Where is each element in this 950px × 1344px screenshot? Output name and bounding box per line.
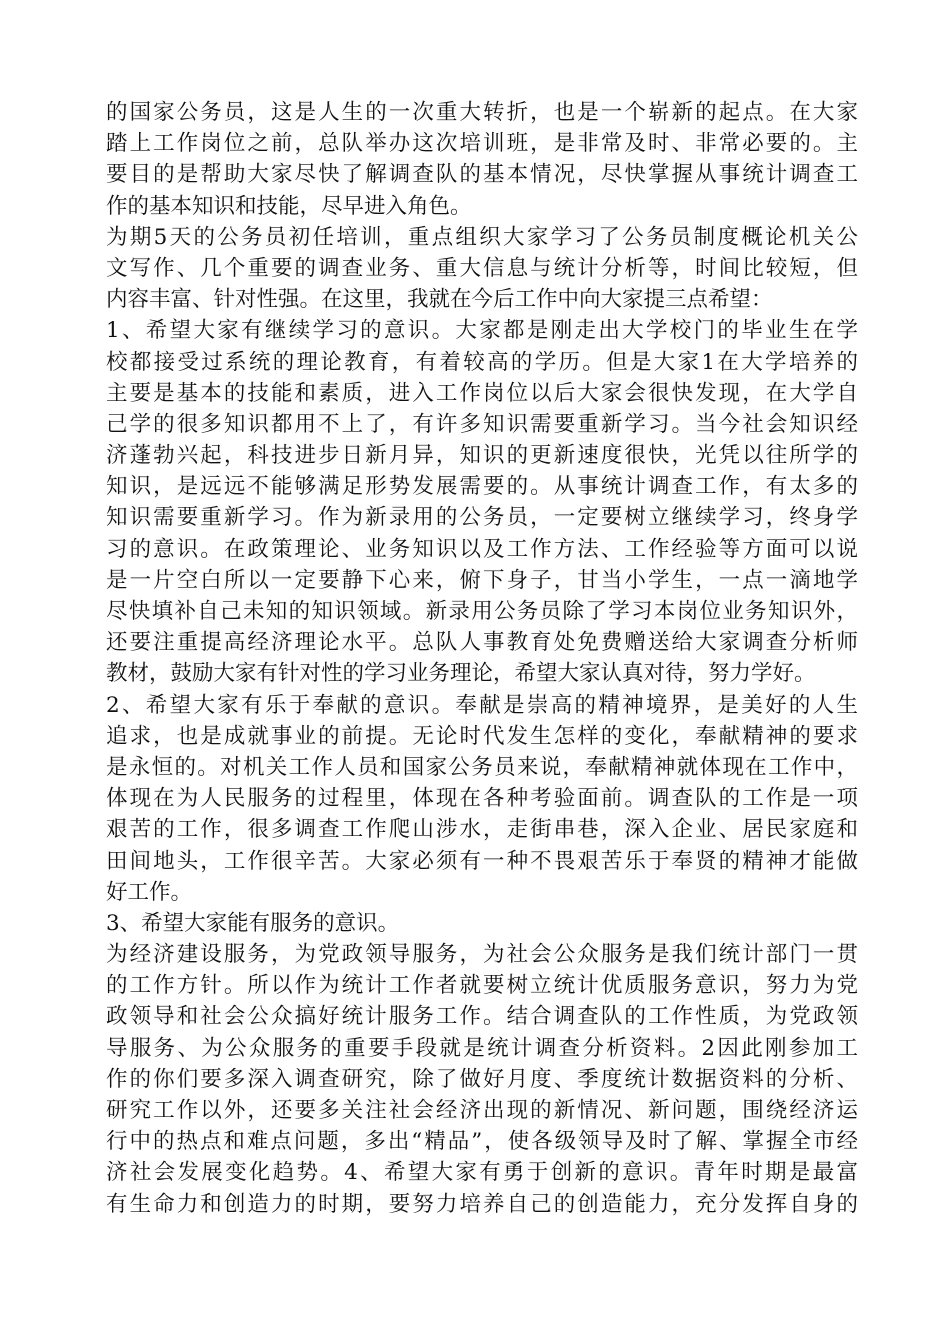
text-line: 追求，也是成就事业的前提。无论时代发生怎样的变化，奉献精神的要求: [106, 723, 858, 749]
text-line: 1、希望大家有继续学习的意识。大家都是刚走出大学校门的毕业生在学: [106, 318, 858, 344]
text-line: 作的你们要多深入调查研究，除了做好月度、季度统计数据资料的分析、: [106, 1066, 858, 1092]
text-line: 3、希望大家能有服务的意识。: [106, 910, 400, 936]
text-line: 还要注重提高经济理论水平。总队人事教育处免费赠送给大家调查分析师: [106, 630, 858, 656]
document-body: [106, 97, 858, 1220]
text-line: 艰苦的工作，很多调查工作爬山涉水，走街串巷，深入企业、居民家庭和: [106, 817, 858, 843]
text-line: 济蓬勃兴起，科技进步日新月异，知识的更新速度很快，光凭以往所学的: [106, 443, 858, 469]
text-line: 踏上工作岗位之前，总队举办这次培训班，是非常及时、非常必要的。主: [106, 131, 858, 157]
text-line: 2、希望大家有乐于奉献的意识。奉献是崇高的精神境界，是美好的人生: [106, 692, 858, 718]
text-line: 好工作。: [106, 879, 193, 905]
text-line: 为期5天的公务员初任培训，重点组织大家学习了公务员制度概论机关公: [106, 224, 858, 250]
text-line: 体现在为人民服务的过程里，体现在各种考验面前。调查队的工作是一项: [106, 786, 858, 812]
text-line: 田间地头，工作很辛苦。大家必须有一种不畏艰苦乐于奉贤的精神才能做: [106, 848, 858, 874]
text-line: 的国家公务员，这是人生的一次重大转折，也是一个崭新的起点。在大家: [106, 100, 858, 125]
text-line: 习的意识。在政策理论、业务知识以及工作方法、工作经验等方面可以说: [106, 536, 858, 562]
text-line: 主要是基本的技能和素质，进入工作岗位以后大家会很快发现，在大学自: [106, 380, 858, 406]
text-line: 内容丰富、针对性强。在这里，我就在今后工作中向大家提三点希望：: [106, 287, 773, 313]
text-line: 知识需要重新学习。作为新录用的公务员，一定要树立继续学习，终身学: [106, 505, 858, 531]
text-line: 是永恒的。对机关工作人员和国家公务员来说，奉献精神就体现在工作中，: [106, 754, 858, 780]
text-line: 己学的很多知识都用不上了，有许多知识需要重新学习。当今社会知识经: [106, 411, 858, 437]
text-line: 政领导和社会公众搞好统计服务工作。结合调查队的工作性质，为党政领: [106, 1004, 858, 1030]
text-line: 要目的是帮助大家尽快了解调查队的基本情况，尽快掌握从事统计调查工: [106, 162, 858, 188]
text-line: 文写作、几个重要的调查业务、重大信息与统计分析等，时间比较短，但: [106, 255, 858, 281]
text-line: 的工作方针。所以作为统计工作者就要树立统计优质服务意识，努力为党: [106, 973, 858, 999]
text-line: 知识，是远远不能够满足形势发展需要的。从事统计调查工作，有太多的: [106, 474, 858, 500]
text-line: 校都接受过系统的理论教育，有着较高的学历。但是大家1在大学培养的: [106, 349, 858, 375]
text-line: 济社会发展变化趋势。4、希望大家有勇于创新的意识。青年时期是最富: [106, 1160, 858, 1186]
text-line: 作的基本知识和技能，尽早进入角色。: [106, 193, 472, 219]
text-line: 教材，鼓励大家有针对性的学习业务理论，希望大家认真对待，努力学好。: [106, 661, 816, 687]
text-line: 是一片空白所以一定要静下心来，俯下身子，甘当小学生，一点一滴地学: [106, 567, 858, 593]
text-line: 有生命力和创造力的时期，要努力培养自己的创造能力，充分发挥自身的: [106, 1191, 858, 1217]
text-line: 研究工作以外，还要多关注社会经济出现的新情况、新问题，围绕经济运: [106, 1098, 858, 1123]
text-line: 行中的热点和难点问题，多出“精品”，使各级领导及时了解、掌握全市经: [106, 1129, 858, 1155]
text-line: 导服务、为公众服务的重要手段就是统计调查分析资料。2因此刚参加工: [106, 1035, 858, 1061]
text-line: 为经济建设服务，为党政领导服务，为社会公众服务是我们统计部门一贯: [106, 942, 858, 968]
text-line: 尽快填补自己未知的知识领域。新录用公务员除了学习本岗位业务知识外，: [106, 599, 858, 624]
